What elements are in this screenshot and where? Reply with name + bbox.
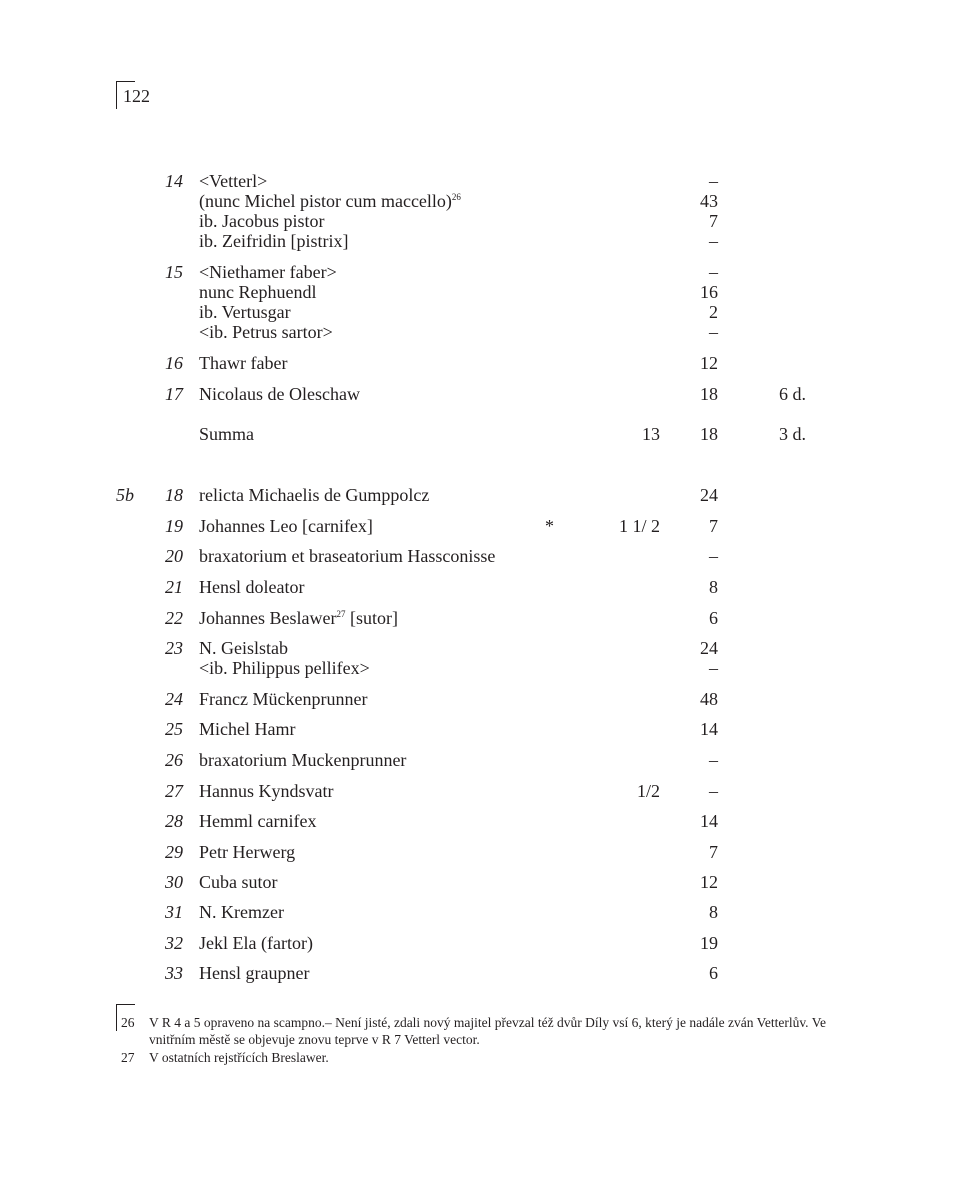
table-row <box>0 871 960 893</box>
entry-name: braxatorium Muckenprunner <box>199 750 407 770</box>
footnote-ref: 27 <box>336 609 346 619</box>
entry-number: 24 <box>165 689 183 709</box>
amount-value: 18 <box>700 384 718 404</box>
table-row <box>0 932 960 954</box>
table-row <box>0 637 960 659</box>
entry-name: Francz Mückenprunner <box>199 689 368 709</box>
entry-name: Petr Herwerg <box>199 842 296 862</box>
table-row <box>0 901 960 923</box>
fraction-value: 1 1/ 2 <box>618 516 660 536</box>
entry-name: (nunc Michel pistor cum maccello)$^{26}$ <box>199 191 461 211</box>
amount-value: – <box>709 322 718 342</box>
entry-number: 30 <box>165 872 183 892</box>
entry-name: ib. Vertusgar <box>199 302 291 322</box>
table-row <box>0 780 960 802</box>
entry-number: 17 <box>165 384 183 404</box>
page-number: 122 <box>123 86 150 106</box>
entry-number: 21 <box>165 577 183 597</box>
entry-name: Johannes Leo [carnifex] <box>199 516 373 536</box>
amount-value: 12 <box>700 872 718 892</box>
entry-number: 20 <box>165 546 183 566</box>
amount-value: 8 <box>709 902 718 922</box>
entry-name: Jekl Ela (fartor) <box>199 933 313 953</box>
amount-value: 48 <box>700 689 718 709</box>
entry-number: 31 <box>165 902 183 922</box>
amount-value: 7 <box>709 842 718 862</box>
entry-number: 16 <box>165 353 183 373</box>
asterisk-mark: * <box>545 516 554 536</box>
amount-value: 16 <box>700 282 718 302</box>
table-row <box>0 810 960 832</box>
entry-name: Hannus Kyndsvatr <box>199 781 334 801</box>
table-row <box>0 321 960 343</box>
entry-name: braxatorium et braseatorium Hassconisse <box>199 546 496 566</box>
table-row <box>0 423 960 445</box>
entry-name: Thawr faber <box>199 353 288 373</box>
table-row <box>0 261 960 283</box>
footnote-number: 26 <box>121 1015 135 1030</box>
table-row <box>0 230 960 252</box>
table-row <box>0 962 960 984</box>
table-row <box>0 484 960 506</box>
amount-value: 43 <box>700 191 718 211</box>
amount-value: 24 <box>700 485 718 505</box>
entry-number: 26 <box>165 750 183 770</box>
amount-value: 18 <box>700 424 718 444</box>
entry-number: 15 <box>165 262 183 282</box>
amount-value: – <box>709 750 718 770</box>
table-row <box>0 657 960 679</box>
entry-number: 19 <box>165 516 183 536</box>
entry-name: ib. Jacobus pistor <box>199 211 325 231</box>
entry-name: relicta Michaelis de Gumppolcz <box>199 485 430 505</box>
entry-number: 27 <box>165 781 183 801</box>
entry-name: <Niethamer faber> <box>199 262 337 282</box>
amount-value: – <box>709 262 718 282</box>
entry-name: Hensl doleator <box>199 577 305 597</box>
denar-value: 3 d. <box>779 424 806 444</box>
amount-value: 7 <box>709 211 718 231</box>
footnote-text: V R 4 a 5 opraveno na scampno.– Není jisté, zdali nový majitel převzal též dvůr Díly vsí 6, který je nadále zván Vetterlův. Ve vnitřním městě se objevuje znovu teprve v R 7 Vetterl vector. <box>149 1015 826 1047</box>
entry-number: 18 <box>165 485 183 505</box>
table-row <box>0 383 960 405</box>
table-row <box>0 688 960 710</box>
entry-number: 29 <box>165 842 183 862</box>
amount-value: 19 <box>700 933 718 953</box>
entry-number: 28 <box>165 811 183 831</box>
table-row <box>0 301 960 323</box>
table-row <box>0 210 960 232</box>
entry-name: Hensl graupner <box>199 963 310 983</box>
table-row <box>0 576 960 598</box>
entry-name: N. Kremzer <box>199 902 284 922</box>
entry-name: <ib. Philippus pellifex> <box>199 658 370 678</box>
entry-number: 32 <box>165 933 183 953</box>
fraction-value: 1/2 <box>636 781 660 801</box>
amount-value: – <box>709 171 718 191</box>
entry-name: N. Geislstab <box>199 638 288 658</box>
amount-value: 14 <box>700 719 718 739</box>
entry-name: Michel Hamr <box>199 719 296 739</box>
table-row <box>0 190 960 212</box>
amount-value: 8 <box>709 577 718 597</box>
entry-name: Summa <box>199 424 255 444</box>
amount-value: – <box>709 231 718 251</box>
amount-value: 6 <box>709 963 718 983</box>
entry-name: <ib. Petrus sartor> <box>199 322 333 342</box>
entry-name: Cuba sutor <box>199 872 278 892</box>
table-row <box>0 607 960 629</box>
footnote-ref: 26 <box>451 192 461 202</box>
table-row <box>0 545 960 567</box>
table-row <box>0 718 960 740</box>
amount-value: – <box>709 781 718 801</box>
table-row <box>0 170 960 192</box>
denar-value: 6 d. <box>779 384 806 404</box>
amount-value: 7 <box>709 516 718 536</box>
amount-value: – <box>709 658 718 678</box>
entry-number: 25 <box>165 719 183 739</box>
entry-number: 14 <box>165 171 183 191</box>
entry-name: Johannes Beslawer$^{27}$ [sutor] <box>199 608 398 628</box>
table-row <box>0 841 960 863</box>
amount-value: 2 <box>709 302 718 322</box>
footnote-text: V ostatních rejstřících Breslawer. <box>149 1050 329 1065</box>
entry-name: Hemml carnifex <box>199 811 317 831</box>
entry-number: 23 <box>165 638 183 658</box>
fraction-value: 13 <box>642 424 660 444</box>
entry-name: Nicolaus de Oleschaw <box>199 384 360 404</box>
amount-value: – <box>709 546 718 566</box>
folio-mark: 5b <box>116 485 134 505</box>
entry-number: 22 <box>165 608 183 628</box>
amount-value: 12 <box>700 353 718 373</box>
table-row <box>0 281 960 303</box>
amount-value: 14 <box>700 811 718 831</box>
footnote-number: 27 <box>121 1050 135 1065</box>
entry-name: ib. Zeifridin [pistrix] <box>199 231 349 251</box>
table-row <box>0 352 960 374</box>
entry-name: <Vetterl> <box>199 171 268 191</box>
amount-value: 6 <box>709 608 718 628</box>
amount-value: 24 <box>700 638 718 658</box>
entry-name: nunc Rephuendl <box>199 282 317 302</box>
entry-number: 33 <box>165 963 183 983</box>
table-row <box>0 749 960 771</box>
table-row <box>0 515 960 537</box>
